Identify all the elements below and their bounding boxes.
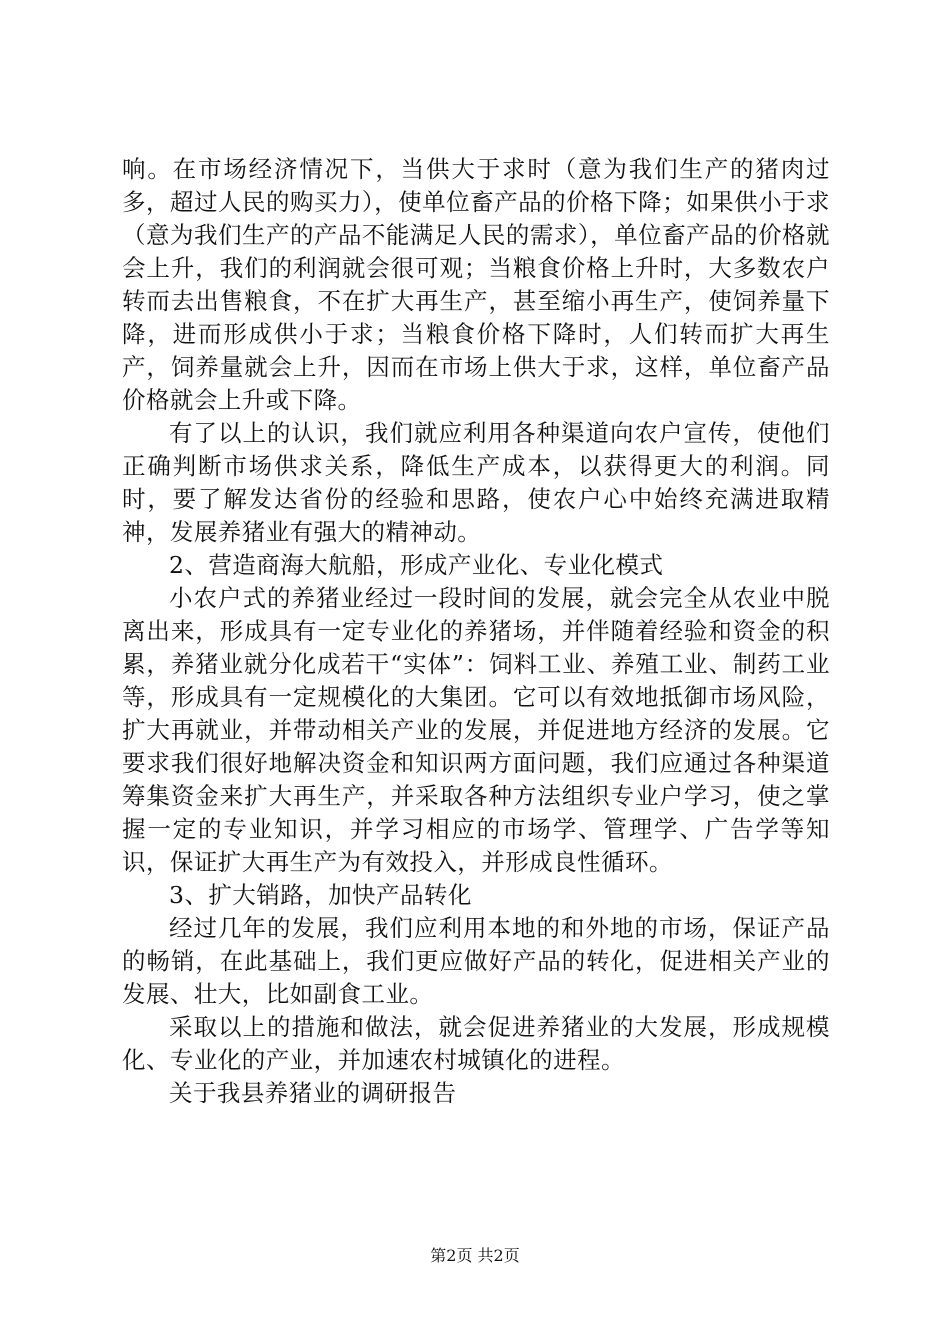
paragraph-awareness: 有了以上的认识，我们就应利用各种渠道向农户宣传，使他们正确判断市场供求关系，降低生产成本，以获得更大的利润。同时，要了解发达省份的经验和思路，使农户心中始终充满进取精神，发展养猪业有强大的精神动。 [122, 419, 830, 546]
paragraph-industrialization: 小农户式的养猪业经过一段时间的发展，就会完全从农业中脱离出来，形成具有一定专业化的养猪场，并伴随着经验和资金的积累，养猪业就分化成若干“实体”：饲料工业、养殖工业、制药工业等，形成具有一定规模化的大集团。它可以有效地抵御市场风险，扩大再就业，并带动相关产业的发展，并促进地方经济的发展。它要求我们很好地解决资金和知识两方面问题，我们应通过各种渠道筹集资金来扩大再生产，并采取各种方法组织专业户学习，使之掌握一定的专业知识，并学习相应的市场学、管理学、广告学等知识，保证扩大再生产为有效投入，并形成良性循环。 [122, 584, 830, 876]
paragraph-sales: 经过几年的发展，我们应利用本地的和外地的市场，保证产品的畅销，在此基础上，我们更应做好产品的转化，促进相关产业的发展、壮大，比如副食工业。 [122, 914, 830, 1008]
paragraph-conclusion: 采取以上的措施和做法，就会促进养猪业的大发展，形成规模化、专业化的产业，并加速农村城镇化的进程。 [122, 1013, 830, 1074]
page-number-footer: 第2页 共2页 [430, 1246, 520, 1265]
section-heading-sales: 3、扩大销路，加快产品转化 [169, 881, 472, 909]
section-heading-industrialization: 2、营造商海大航船，形成产业化、专业化模式 [169, 551, 664, 579]
report-title-line: 关于我县养猪业的调研报告 [169, 1079, 457, 1107]
document-body [122, 153, 830, 1110]
paragraph-market-analysis: 响。在市场经济情况下，当供大于求时（意为我们生产的猪肉过多，超过人民的购买力），使单位畜产品的价格下降；如果供小于求（意为我们生产的产品不能满足人民的需求），单位畜产品的价格就会上升，我们的利润就会很可观；当粮食价格上升时，大多数农户转而去出售粮食，不在扩大再生产，甚至缩小再生产，使饲养量下降，进而形成供小于求；当粮食价格下降时，人们转而扩大再生产，饲养量就会上升，因而在市场上供大于求，这样，单位畜产品价格就会上升或下降。 [122, 155, 830, 414]
